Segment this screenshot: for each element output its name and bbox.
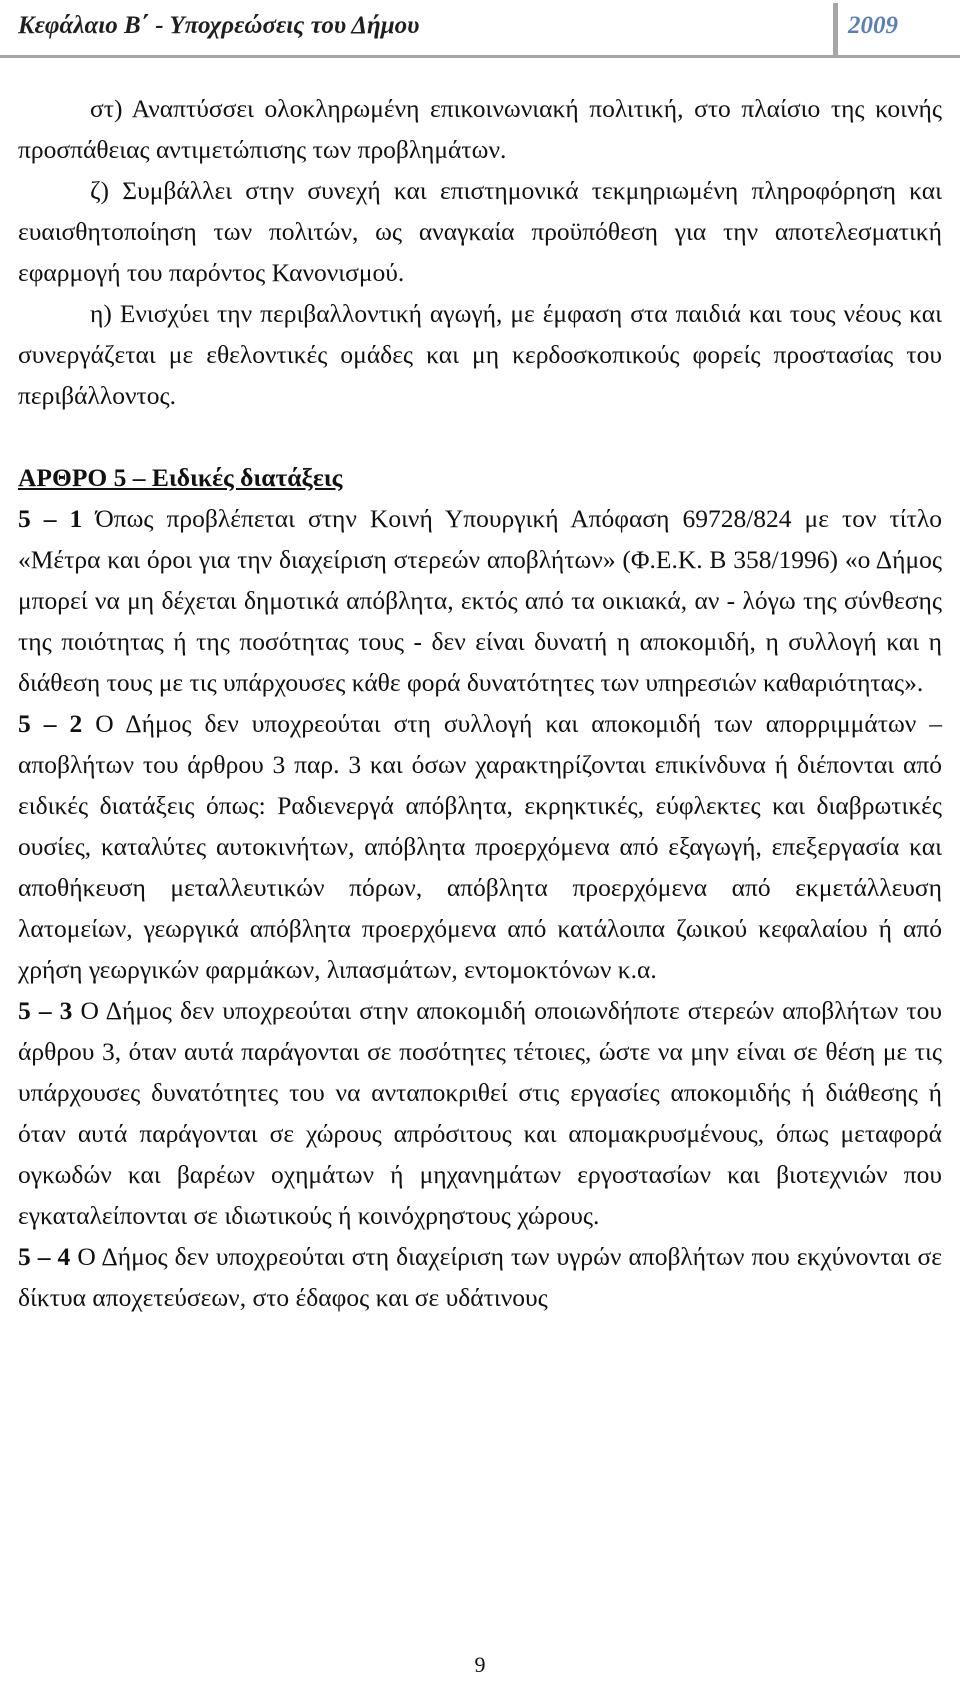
paragraph-z: ζ) Συμβάλλει στην συνεχή και επιστημονικά τεκμηριωμένη πληροφόρηση και ευαισθητοποίηση των πολιτών, ως αναγκαία προϋπόθεση για την αποτελεσματική εφαρμογή του παρόντος Κανονισμού. [18, 176, 942, 287]
clause-5-1 [18, 498, 942, 703]
clause-number: 5 – 1 [18, 504, 83, 533]
document-body [18, 88, 942, 1318]
clause-number: 5 – 4 [18, 1242, 71, 1271]
header-year: 2009 [848, 12, 898, 39]
clause-5-3 [18, 990, 942, 1236]
paragraph-st: στ) Αναπτύσσει ολοκληρωμένη επικοινωνιακή πολιτική, στο πλαίσιο της κοινής προσπάθειας αντιμετώπισης των προβλημάτων. [18, 94, 942, 164]
clause-text: Ο Δήμος δεν υποχρεούται στην αποκομιδή οποιωνδήποτε στερεών αποβλήτων του άρθρου 3, όταν αυτά παράγονται σε ποσότητες τέτοιες, ώστε να μην είναι σε θέση με τις υπάρχουσες δυνατότητες του να ανταποκριθεί στις εργασίες αποκομιδής ή διάθεσης ή όταν αυτά παράγονται σε χώρους απρόσιτους και απομακρυσμένους, όπως μεταφορά ογκωδών και βαρέων οχημάτων ή μηχανημάτων εργοστασίων και βιοτεχνιών που εγκαταλείπονται σε ιδιωτικούς ή κοινόχρηστους χώρους. [18, 996, 943, 1230]
header-rule [0, 55, 960, 58]
chapter-title: Κεφάλαιο Β΄ - Υποχρεώσεις του Δήμου [18, 12, 420, 39]
clause-number: 5 – 2 [18, 709, 83, 738]
clause-5-4 [18, 1236, 942, 1318]
page-number: 9 [474, 1652, 486, 1677]
clause-5-2 [18, 703, 942, 990]
clause-text: Ο Δήμος δεν υποχρεούται στη διαχείριση των υγρών αποβλήτων που εκχύνονται σε δίκτυα αποχετεύσεων, στο έδαφος και σε υδάτινους [18, 1242, 943, 1312]
header-separator [833, 3, 838, 55]
clause-text: Όπως προβλέπεται στην Κοινή Υπουργική Απόφαση 69728/824 με τον τίτλο «Μέτρα και όροι για την διαχείριση στερεών αποβλήτων» (Φ.Ε.Κ. Β 358/1996) «ο Δήμος μπορεί να μη δέχεται δημοτικά απόβλητα, εκτός από τα οικιακά, αν - λόγω της σύνθεσης της ποιότητας ή της ποσότητας τους - δεν είναι δυνατή η αποκομιδή, η συλλογή και η διάθεση τους με τις υπάρχουσες κάθε φορά δυνατότητες των υπηρεσιών καθαριότητας». [18, 504, 942, 697]
article-title: ΑΡΘΡΟ 5 – Ειδικές διατάξεις [18, 463, 343, 492]
clause-number: 5 – 3 [18, 996, 73, 1025]
page-header [0, 0, 960, 56]
clause-text: Ο Δήμος δεν υποχρεούται στη συλλογή και αποκομιδή των απορριμμάτων – αποβλήτων του άρθρου 3 παρ. 3 και όσων χαρακτηρίζονται επικίνδυνα ή διέπονται από ειδικές διατάξεις όπως: Ραδιενεργά απόβλητα, εκρηκτικές, εύφλεκτες και διαβρωτικές ουσίες, καταλύτες αυτοκινήτων, απόβλητα προερχόμενα από εξαγωγή, επεξεργασία και αποθήκευση μεταλλευτικών πόρων, απόβλητα προερχόμενα από εκμετάλλευση λατομείων, γεωργικά απόβλητα προερχόμενα από κατάλοιπα ζωικού κεφαλαίου ή από χρήση γεωργικών φαρμάκων, λιπασμάτων, εντομοκτόνων κ.α. [18, 709, 943, 984]
paragraph-i: η) Ενισχύει την περιβαλλοντική αγωγή, με έμφαση στα παιδιά και τους νέους και συνεργάζεται με εθελοντικές ομάδες και μη κερδοσκοπικούς φορείς προστασίας του περιβάλλοντος. [18, 299, 942, 410]
